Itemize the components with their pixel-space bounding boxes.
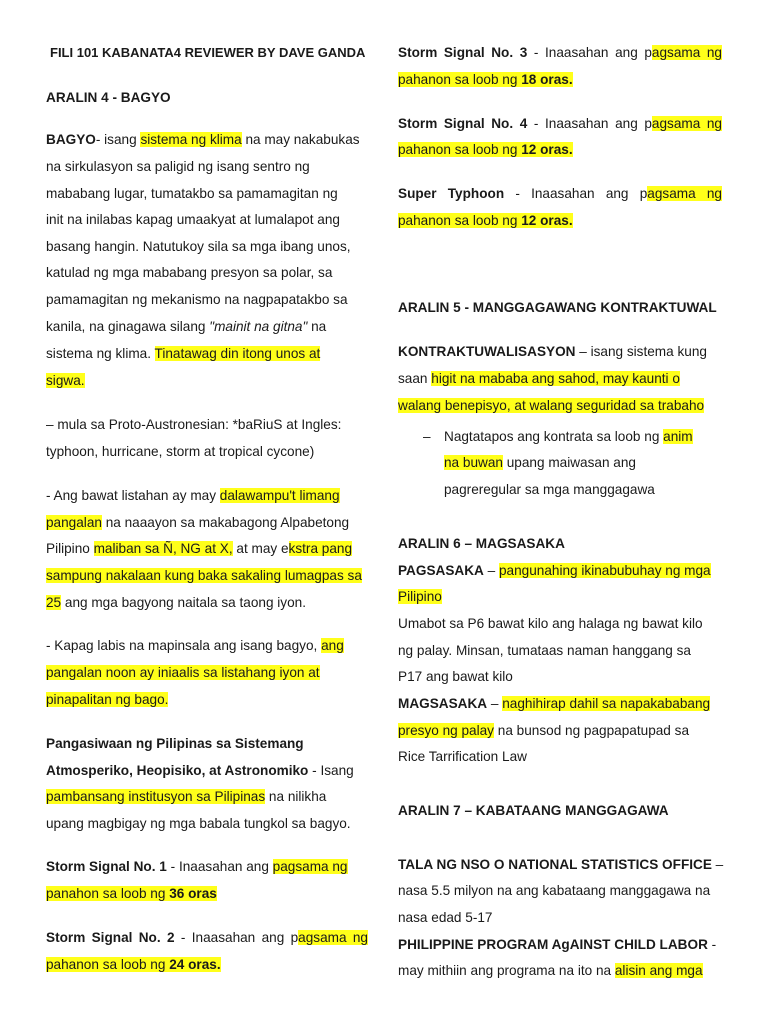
aralin7-heading: ARALIN 7 – KABATAANG MANGGAGAWA (398, 803, 669, 818)
aralin5-heading: ARALIN 5 - MANGGAGAWANG KONTRAKTUWAL (398, 300, 717, 315)
aralin6-heading: ARALIN 6 – MAGSASAKA (398, 536, 565, 551)
aralin4-heading: ARALIN 4 - BAGYO (46, 90, 171, 105)
document-title: FILI 101 KABANATA4 REVIEWER BY DAVE GANDA (50, 45, 366, 60)
bullet-dash: – (423, 429, 431, 444)
